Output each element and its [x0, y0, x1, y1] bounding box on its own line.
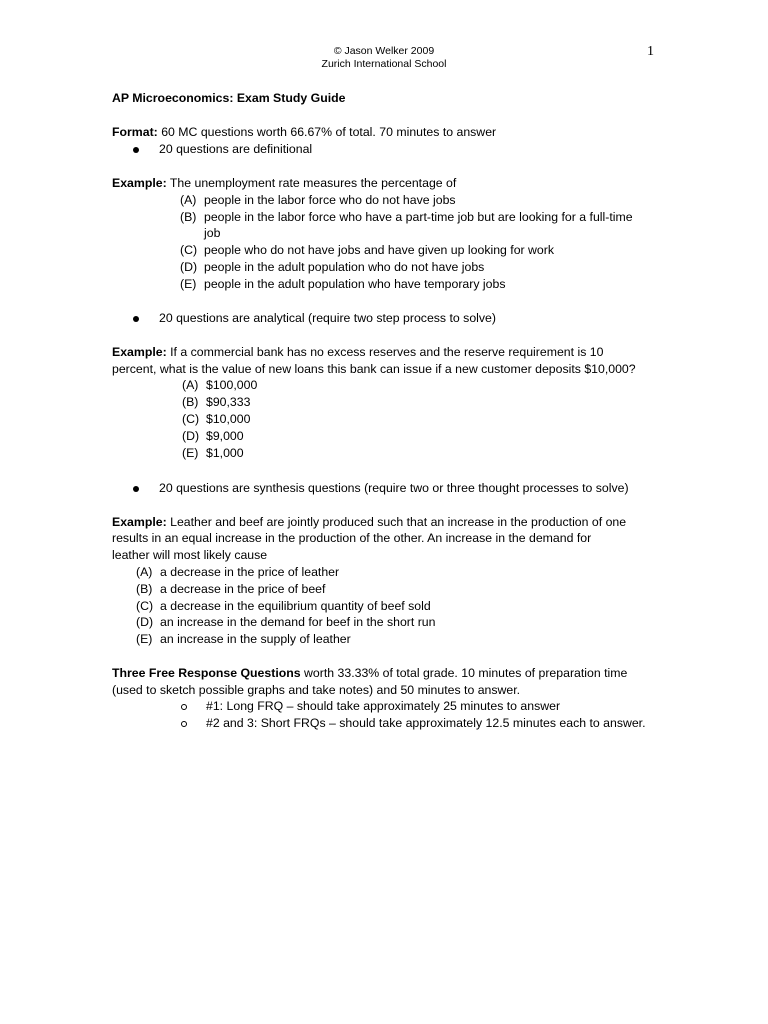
circle-bullet-icon — [181, 704, 187, 710]
example1-option: (A) people in the labor force who do not have jobs — [180, 193, 456, 207]
circle-bullet-icon — [181, 721, 187, 727]
bullet-synthesis: 20 questions are synthesis questions (require two or three thought processes to solve) — [159, 481, 629, 495]
example2-option: (A) $100,000 — [182, 378, 258, 392]
example3-question-line2: results in an equal increase in the production of the other. An increase in the demand for — [112, 531, 592, 545]
example3-option: (A) a decrease in the price of leather — [136, 565, 340, 579]
page-number: 1 — [647, 44, 654, 59]
example3-option: (B) a decrease in the price of beef — [136, 582, 326, 596]
example2-question-line2: percent, what is the value of new loans this bank can issue if a new customer deposits $10,000? — [112, 362, 636, 376]
example3-question-line3: leather will most likely cause — [112, 548, 268, 562]
frq-line2: (used to sketch possible graphs and take notes) and 50 minutes to answer. — [112, 683, 521, 697]
example2-option: (C) $10,000 — [182, 412, 251, 426]
example1-question: Example: The unemployment rate measures the percentage of — [112, 176, 457, 190]
example3-question-line1: Example: Leather and beef are jointly produced such that an increase in the production of one — [112, 515, 627, 529]
bullet-icon — [133, 147, 139, 153]
example1-option: (B) people in the labor force who have a part-time job but are looking for a full-time — [180, 210, 633, 224]
bullet-icon — [133, 316, 139, 322]
example3-option: (D) an increase in the demand for beef in the short run — [136, 615, 436, 629]
bullet-analytical: 20 questions are analytical (require two step process to solve) — [159, 311, 496, 325]
example1-option: (E) people in the adult population who have temporary jobs — [180, 277, 506, 291]
frq-item-short: #2 and 3: Short FRQs – should take approximately 12.5 minutes each to answer. — [206, 716, 646, 730]
example2-question-line1: Example: If a commercial bank has no excess reserves and the reserve requirement is 10 — [112, 345, 604, 359]
example1-option: (D) people in the adult population who do not have jobs — [180, 260, 485, 274]
bullet-icon — [133, 486, 139, 492]
header-school: Zurich International School — [321, 58, 447, 70]
example2-option: (E) $1,000 — [182, 446, 244, 460]
example2-option: (D) $9,000 — [182, 429, 244, 443]
format-line: Format: 60 MC questions worth 66.67% of total. 70 minutes to answer — [112, 125, 497, 139]
page-title: AP Microeconomics: Exam Study Guide — [112, 91, 346, 105]
frq-item-long: #1: Long FRQ – should take approximately 25 minutes to answer — [206, 699, 561, 713]
example2-option: (B) $90,333 — [182, 395, 251, 409]
bullet-definitional: 20 questions are definitional — [159, 142, 313, 156]
example3-option: (E) an increase in the supply of leather — [136, 632, 351, 646]
frq-line1: Three Free Response Questions worth 33.33% of total grade. 10 minutes of preparation time — [112, 666, 628, 680]
example3-option: (C) a decrease in the equilibrium quantity of beef sold — [136, 599, 431, 613]
example1-option: (C) people who do not have jobs and have given up looking for work — [180, 243, 555, 257]
header-copyright: © Jason Welker 2009 — [333, 45, 435, 57]
example1-option-continued: job — [204, 226, 221, 240]
